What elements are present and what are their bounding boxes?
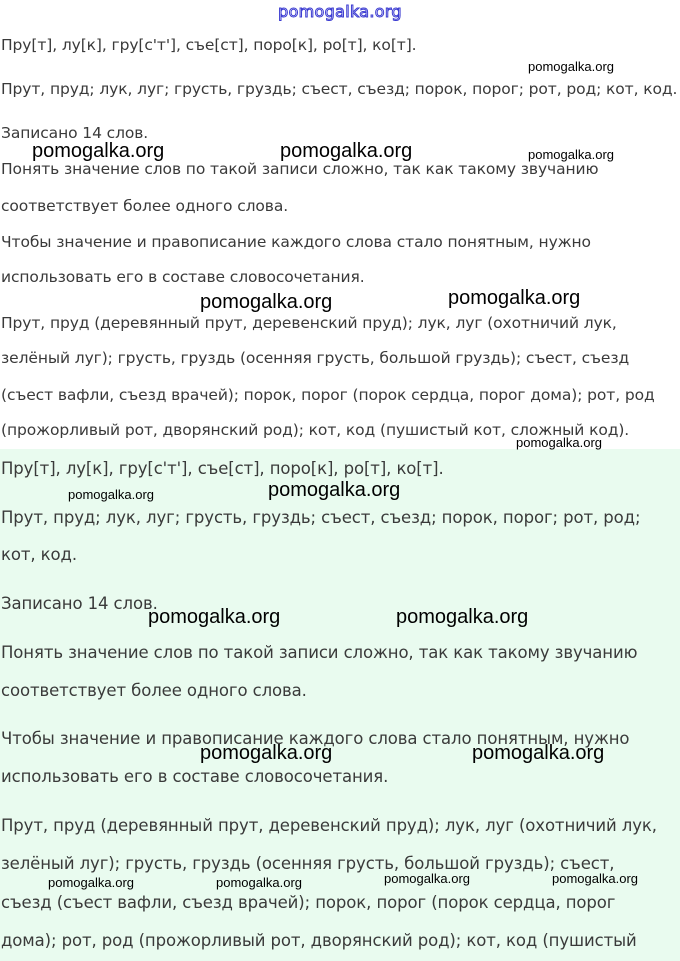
- phrases-line-2: зелёный луг); грусть, груздь (осенняя грусть, большой груздь); съест,: [1, 854, 615, 873]
- transcription-line: Пру[т], лу[к], гру[с'т'], съе[ст], поро[к], ро[т], ко[т].: [1, 36, 417, 54]
- watermark-text: pomogalka.org: [472, 742, 605, 764]
- explanation-line-2: соответствует более одного слова.: [1, 681, 307, 700]
- watermark-text: pomogalka.org: [48, 875, 134, 890]
- word-pairs-line-1: Прут, пруд; лук, луг; грусть, груздь; съест, съезд; порок, порог; рот, род;: [1, 508, 641, 527]
- watermark-text: pomogalka.org: [516, 435, 602, 450]
- explanation-line-3: Чтобы значение и правописание каждого слова стало понятным, нужно: [1, 233, 591, 251]
- watermark-text: pomogalka.org: [200, 291, 333, 313]
- explanation-line-4: использовать его в составе словосочетания.: [1, 767, 389, 786]
- phrases-line-4: (прожорливый рот, дворянский род); кот, код (пушистый кот, сложный код).: [1, 421, 630, 439]
- watermark-text: pomogalka.org: [216, 875, 302, 890]
- watermark-text: pomogalka.org: [68, 487, 154, 502]
- transcription-line: Пру[т], лу[к], гру[с'т'], съе[ст], поро[к], ро[т], ко[т].: [1, 459, 444, 478]
- watermark-text: pomogalka.org: [280, 140, 413, 162]
- watermark-text: pomogalka.org: [148, 606, 281, 628]
- explanation-line-1: Понять значение слов по такой записи сложно, так как такому звучанию: [1, 643, 638, 662]
- word-count-line: Записано 14 слов.: [1, 124, 149, 142]
- explanation-line-4: использовать его в составе словосочетания.: [1, 268, 365, 286]
- watermark-text: pomogalka.org: [528, 147, 614, 162]
- watermark-text: pomogalka.org: [384, 871, 470, 886]
- phrases-line-3: (съест вафли, съезд врачей); порок, порог (порок сердца, порог дома); рот, род: [1, 386, 655, 404]
- word-count-line: Записано 14 слов.: [1, 594, 158, 613]
- phrases-line-1: Прут, пруд (деревянный прут, деревенский пруд); лук, луг (охотничий лук,: [1, 816, 657, 835]
- explanation-line-2: соответствует более одного слова.: [1, 197, 289, 215]
- phrases-line-3: съезд (съест вафли, съезд врачей); порок, порог (порок сердца, порог: [1, 893, 616, 912]
- watermark-text: pomogalka.org: [552, 871, 638, 886]
- watermark-text: pomogalka.org: [528, 59, 614, 74]
- phrases-line-2: зелёный луг); грусть, груздь (осенняя грусть, большой груздь); съест, съезд: [1, 349, 630, 367]
- word-pairs-line-2: кот, код.: [1, 545, 77, 564]
- explanation-line-3: Чтобы значение и правописание каждого слова стало понятным, нужно: [1, 729, 630, 748]
- watermark-text: pomogalka.org: [200, 742, 333, 764]
- watermark-text: pomogalka.org: [32, 140, 165, 162]
- watermark-text: pomogalka.org: [268, 479, 401, 501]
- phrases-line-1: Прут, пруд (деревянный прут, деревенский пруд); лук, луг (охотничий лук,: [1, 314, 617, 332]
- explanation-line-1: Понять значение слов по такой записи сложно, так как такому звучанию: [1, 160, 599, 178]
- site-logo[interactable]: pomogalka.org: [278, 2, 402, 21]
- word-pairs-line: Прут, пруд; лук, луг; грусть, груздь; съест, съезд; порок, порог; рот, род; кот, код.: [1, 80, 678, 98]
- watermark-text: pomogalka.org: [448, 287, 581, 309]
- watermark-text: pomogalka.org: [396, 606, 529, 628]
- phrases-line-4: дома); рот, род (прожорливый рот, дворянский род); кот, код (пушистый: [1, 931, 637, 950]
